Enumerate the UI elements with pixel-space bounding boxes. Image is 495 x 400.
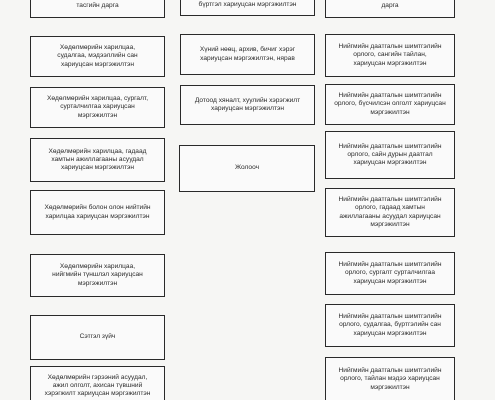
box-right-2-label: Нийгмийн даатгалын шимтгэлийн орлого, бүсчилсэн олголт хариуцсан мэргэжилтэн [334, 92, 446, 116]
box-middle-1 [180, 34, 315, 75]
box-left-0 [30, 0, 165, 18]
box-left-7-label: Хөдөлмөрийн гэрээний асуудал, ажил олголт, ахисан түвшний хэрэгжилт хариуцсан мэргэжилтэн [44, 373, 151, 398]
box-middle-3-label: Жолооч [234, 164, 260, 172]
box-right-1 [325, 34, 455, 77]
box-right-3 [325, 131, 455, 179]
box-left-7 [30, 366, 165, 400]
box-left-3 [30, 138, 165, 182]
box-left-6-label: Сэтгэл зүйч [79, 333, 116, 341]
box-right-0 [325, 0, 455, 18]
box-left-5 [30, 254, 165, 297]
box-right-3-label: Нийгмийн даатгалын шимтгэлийн орлого, сайн дурын даатгал хариуцсан мэргэжилтэн [338, 142, 442, 167]
box-right-7-label: Нийгмийн даатгалын шимтгэлийн орлого, тайлан мэдээ хариуцсан мэргэжилтэн [338, 367, 442, 391]
box-left-4 [30, 190, 165, 235]
box-left-2-label: Хөдөлмөрийн харилцаа, сургалт, сурталчилгаа хариуцсан мэргэжилтэн [46, 95, 149, 119]
box-right-4-label: Нийгмийн даатгалын шимтгэлийн орлого, гадаад хамтын ажиллагааны асуудал хариуцсан мэргэжилтэн [338, 196, 442, 228]
box-right-2 [325, 84, 455, 125]
box-left-3-label: Хөдөлмөрийн харилцаа, гадаад хамтын ажиллагааны асуудал хариуцсан мэргэжилтэн [48, 147, 147, 172]
box-right-6 [325, 304, 455, 347]
box-middle-3 [179, 145, 315, 192]
box-left-0-label: тасгийн дарга [76, 1, 119, 9]
box-middle-1-label: Хүний нөөц, архив, бичиг хэрэг хариуцсан мэргэжилтэн, нярав [199, 46, 296, 62]
box-right-6-label: Нийгмийн даатгалын шимтгэлийн орлого, судалгаа, бүртгэлийн сан хариуцсан мэргэжилтэн [338, 313, 442, 337]
box-right-5-label: Нийгмийн даатгалын шимтгэлийн орлого, сургалт сурталчилгаа хариуцсан мэргэжилтэн [338, 261, 442, 285]
box-middle-0 [180, 0, 315, 16]
box-right-7 [325, 357, 455, 400]
box-left-5-label: Хөдөлмөрийн харилцаа, нийгмийн түншлэл хариуцсан мэргэжилтэн [52, 263, 143, 287]
box-right-5 [325, 252, 455, 295]
box-left-4-label: Хөдөлмөрийн болон олон нийтийн харилцаа хариуцсан мэргэжилтэн [44, 204, 151, 220]
box-middle-2-label: Дотоод хяналт, хуулийн хэрэгжилт хариуцсан мэргэжилтэн [194, 96, 301, 112]
box-right-0-label: дарга [381, 1, 399, 9]
box-left-2 [30, 87, 165, 128]
box-left-1 [30, 36, 165, 77]
box-middle-2 [180, 85, 315, 125]
box-left-1-label: Хөдөлмөрийн харилцаа, судалгаа, мэдээллийн сан хариуцсан мэргэжилтэн [57, 44, 138, 68]
box-left-6 [30, 315, 165, 360]
box-right-1-label: Нийгмийн даатгалын шимтгэлийн орлого, сангийн тайлан, хариуцсан мэргэжилтэн [338, 43, 442, 67]
box-middle-0-label: бүртгэл хариуцсан мэргэжилтэн [198, 0, 297, 8]
box-right-4 [325, 188, 455, 237]
